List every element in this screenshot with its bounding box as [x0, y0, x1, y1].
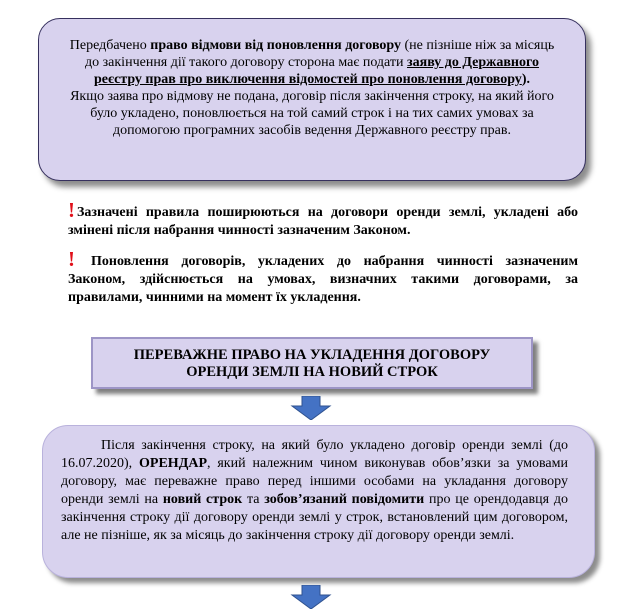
exclamation-icon: !: [68, 247, 75, 271]
registry-application-underlined: заяву до Державного реєстру прав про виключення відомостей про поновлення договору: [94, 55, 539, 87]
refusal-right-bold: право відмови від поновлення договору: [150, 38, 402, 53]
tenant-priority-box: [42, 425, 595, 578]
priority-right-heading: ПЕРЕВАЖНЕ ПРАВО НА УКЛАДЕННЯ ДОГОВОРУ ОРЕНДИ ЗЕМЛІ НА НОВИЙ СТРОК: [91, 337, 533, 389]
tenant-bold: ОРЕНДАР: [139, 456, 207, 471]
right-of-refusal-box: [38, 18, 586, 181]
note-old-contracts: ! Поновлення договорів, укладених до набрання чинності зазначеним Законом, здійснюється на умовах, визначних такими договорами, за правилами, чинними на момент їх укладення.: [68, 247, 578, 305]
note-new-contracts: ! Зазначені правила поширюються на договори оренди землі, укладені або змінені після набрання чинності зазначеним Законом.: [68, 198, 578, 238]
down-arrow-icon: [290, 396, 332, 420]
exclamation-icon: !: [68, 198, 75, 222]
new-term-bold: новий строк: [162, 492, 243, 507]
auto-renewal-paragraph: Якщо заява про відмову не подана, договір після закінчення строку, на який його було укладено, поновлюється на той самий строк і на тих самих умовах за допомогою програмних засобів ведення Державного реєстру прав.: [70, 89, 554, 138]
tenant-priority-paragraph: Після закінчення строку, на який було укладено договір оренди землі (до 16.07.2020), ОРЕНДАР, який належним чином виконував обов’язки за умовами договору, має переважне право перед іншими особами на укладання договору оренди землі на новий строк та зобов’язаний повідомити про це орендодавця до закінчення строку дії договору оренди землі у строк, встановлений цим договором, але не пізніше, як за місяць до закінчення строку дії договору оренди землі.: [61, 438, 568, 543]
must-notify-bold: зобов’язаний повідомити: [264, 492, 425, 507]
down-arrow-icon: [290, 585, 332, 609]
refusal-paragraph: Передбачено право відмови від поновлення договору (не пізніше ніж за місяць до закінчення дії такого договору сторона має подати заяву до Державного реєстру прав про виключення відомостей про поновлення договору).: [69, 38, 555, 87]
